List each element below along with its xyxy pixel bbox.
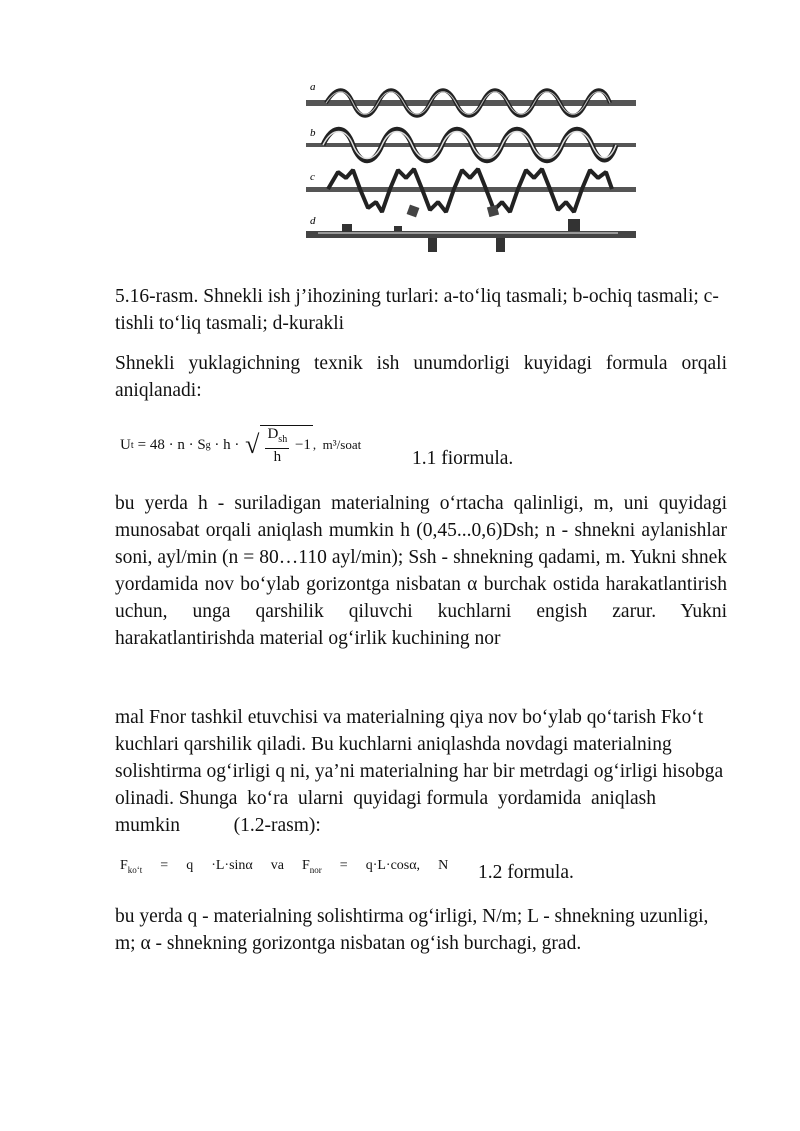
formula-2-eq1: = xyxy=(160,858,169,873)
formula-2-f1: F xyxy=(120,858,128,873)
figure-caption: 5.16-rasm. Shnekli ish j’ihozining turlari: a-to‘liq tasmali; b-ochiq tasmali; c-tishli to‘liq tasmali; d-kurakli xyxy=(115,286,719,334)
description-paragraph-1: bu yerda h - suriladigan materialning o‘rtacha qalinligi, m, uni quyidagi munosabat orqali aniqlash mumkin h (0,45...0,6)Dsh; n - shnekni aylanishlar soni, ayl/min (n = 80…110 ayl/min); Ssh - shnekning qadami, m. Yukni shnek yordamida nov bo‘ylab gorizontga nisbatan α burchak ostida harakatlantirish uchun, unga qarshilik qiluvchi kuchlarni engish zarur. Yukni harakatlantirishda material og‘irlik kuchining nor xyxy=(115,493,727,649)
formula-1-2 xyxy=(120,858,448,875)
auger-b xyxy=(306,127,636,161)
formula-1-s-sub: g xyxy=(205,439,211,451)
formula-2-f2-sub: nor xyxy=(309,864,322,875)
formula-1-lhs-sub: t xyxy=(130,439,134,451)
formula-1-1 xyxy=(120,420,361,470)
auger-a xyxy=(306,81,636,116)
auger-types-figure xyxy=(298,74,646,262)
auger-d-letter: d xyxy=(310,215,316,227)
formula-2-unit: N xyxy=(438,858,449,873)
formula-1-label: 1.1 fiormula. xyxy=(412,448,514,469)
sqrt-symbol: √ xyxy=(245,430,260,459)
formula-2-label: 1.2 formula. xyxy=(478,862,574,883)
formula-2-eq2: = xyxy=(339,858,348,873)
intro-paragraph: Shnekli yuklagichning texnik ish unumdorligi kuyidagi formula orqali aniqlanadi: xyxy=(115,353,727,401)
auger-c-letter: c xyxy=(310,171,315,183)
formula-1-unit: , m³/soat xyxy=(312,437,362,452)
auger-d xyxy=(306,215,636,252)
formula-1-den: h xyxy=(273,449,282,465)
formula-1-minus: −1 xyxy=(291,437,311,453)
description-paragraph-3: bu yerda q - materialning solishtirma og‘irligi, N/m; L - shnekning uzunligi, m; α - shnekning gorizontga nisbatan og‘ish burchagi, grad. xyxy=(115,906,709,954)
formula-1-eq: = 48 · n · S xyxy=(137,436,206,453)
formula-1-radicand xyxy=(260,425,312,465)
formula-1-h: · h · xyxy=(210,436,244,453)
formula-2-f2: F xyxy=(301,858,310,873)
formula-2-rhs2: q·L·cosα, xyxy=(365,858,421,873)
formula-2-q1: q xyxy=(186,858,194,873)
formula-2-va: va xyxy=(270,858,284,873)
formula-2-rhs1: ·L·sinα xyxy=(211,858,253,873)
formula-1-fraction xyxy=(265,426,289,465)
formula-2-f1-sub: ko‘t xyxy=(127,864,143,875)
description-paragraph-2: mal Fnor tashkil etuvchisi va materialning qiya nov bo‘ylab qo‘tarish Fko‘t kuchlari qarshilik qiladi. Bu kuchlarni aniqlashda novdagi materialning solishtirma og‘irligi q ni, ya’ni materialning har bir metrdagi og‘irligi hisobga olinadi. Shunga ko‘ra ularni quyidagi formula yordamida aniqlash mumkin (1.2-rasm): xyxy=(115,707,729,836)
formula-1-num: D xyxy=(267,426,279,442)
auger-c xyxy=(306,169,636,217)
formula-1-lhs: U xyxy=(120,436,131,453)
formula-1-num-sub: sh xyxy=(278,434,288,445)
auger-illustration xyxy=(298,74,646,262)
auger-b-letter: b xyxy=(310,127,316,139)
auger-a-letter: a xyxy=(310,81,316,93)
